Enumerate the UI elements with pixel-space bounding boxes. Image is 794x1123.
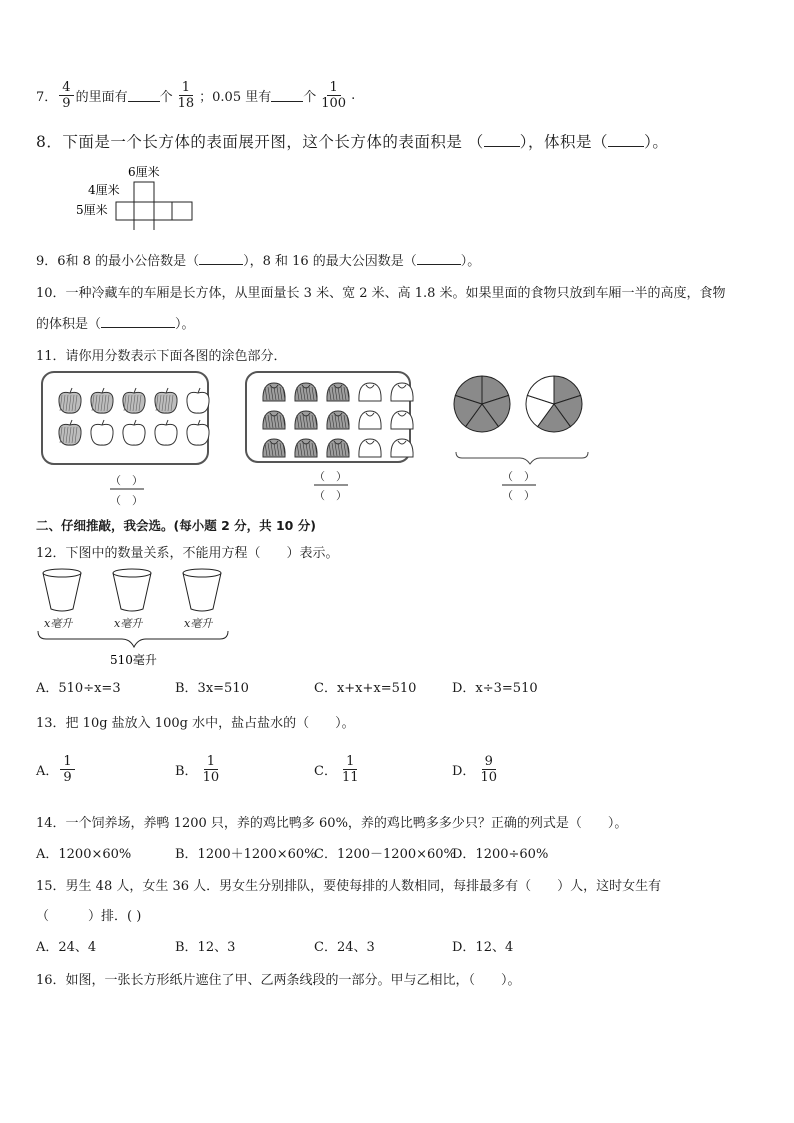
q7-text: 个 (159, 90, 173, 105)
cups-brace (38, 631, 228, 647)
label-5cm: 5厘米 (76, 203, 108, 217)
apple-grid (59, 388, 209, 445)
peach (391, 411, 413, 429)
section-2-heading: 二、仔细推敲，我会选。(每小题 2 分，共 10 分) (36, 518, 316, 533)
q15-option-a[interactable]: A．24、4 (36, 940, 97, 955)
apple (155, 420, 177, 445)
peach (391, 439, 413, 457)
question-8 (36, 130, 668, 152)
q7-fraction-1-100: $\frac{1}{100}$ (321, 80, 347, 111)
cup-label: x毫升 (184, 617, 213, 630)
question-10-line2 (36, 313, 195, 332)
peach (359, 439, 381, 457)
q8-blank-area[interactable] (484, 134, 520, 147)
apple-shaded (123, 388, 145, 413)
q7-blank-2[interactable] (271, 89, 303, 102)
peach-shaded (295, 411, 317, 429)
peach-shaded (327, 411, 349, 429)
peach-shaded (263, 439, 285, 457)
q7-text: 个 (303, 90, 317, 105)
q7-fraction-4-9: $\frac{4}{9}$ (59, 80, 73, 111)
q13-option-c[interactable] (314, 754, 364, 785)
apple-box (42, 372, 208, 464)
q10-blank[interactable] (101, 315, 175, 328)
q11-figures (30, 368, 600, 510)
apple-shaded (59, 420, 81, 445)
q14-option-b[interactable]: B．1200＋1200×60% (175, 847, 317, 862)
option-label: A． (36, 764, 59, 779)
apple (91, 420, 113, 445)
pie-brace (456, 452, 588, 464)
q8-text: ），体积是（ (519, 133, 609, 151)
peach-grid (263, 383, 413, 457)
question-13: 13．把 10g 盐放入 100g 水中，盐占盐水的（ ）。 (36, 716, 355, 731)
cup (43, 569, 81, 630)
option-label: C． (314, 764, 337, 779)
pie-chart (454, 376, 510, 432)
q7-number: 7． (36, 90, 58, 105)
cups-figure (36, 565, 236, 670)
q8-blank-volume[interactable] (608, 134, 644, 147)
question-9 (36, 250, 480, 269)
cup (183, 569, 221, 630)
q7-fraction-1-18: $\frac{1}{18}$ (177, 80, 195, 111)
question-7 (36, 80, 355, 111)
q12-option-a[interactable]: A．510÷x=3 (36, 681, 121, 696)
q12-option-b[interactable]: B．3x=510 (175, 681, 249, 696)
cuboid-net-figure (70, 160, 210, 230)
cup (113, 569, 151, 630)
q15-option-d[interactable]: D．12、4 (452, 940, 514, 955)
q9-text: 9．6和 8 的最小公倍数是（ (36, 254, 200, 269)
question-16: 16．如图，一张长方形纸片遮住了甲、乙两条线段的一部分。甲与乙相比，（ ）。 (36, 973, 521, 988)
option-label: B． (175, 764, 198, 779)
q9-blank-gcd[interactable] (417, 252, 461, 265)
fraction-1-9: $\frac{1}{9}$ (60, 754, 74, 785)
q8-text: ）。 (644, 133, 669, 151)
pie-chart (526, 376, 582, 432)
cups-total-label: 510毫升 (110, 653, 157, 667)
q13-option-a[interactable] (36, 754, 77, 785)
peach-answer-numerator[interactable]: （ ） (314, 470, 347, 483)
apple-shaded (155, 388, 177, 413)
peach-answer-denominator[interactable]: （ ） (314, 489, 347, 502)
question-14: 14．一个饲养场，养鸭 1200 只，养的鸡比鸭多 60%，养的鸡比鸭多多少只？正确的列式是（ ）。 (36, 816, 628, 831)
peach (391, 383, 413, 401)
apple-answer-denominator[interactable]: （ ） (110, 494, 143, 507)
label-4cm: 4厘米 (88, 183, 120, 197)
fraction-1-11: $\frac{1}{11}$ (341, 754, 359, 785)
q9-text: ），8 和 16 的最大公因数是（ (243, 254, 417, 269)
q8-text: 8．下面是一个长方体的表面展开图，这个长方体的表面积是 （ (36, 133, 484, 151)
cup-label: x毫升 (114, 617, 143, 630)
apple-shaded (59, 388, 81, 413)
q9-text: ）。 (460, 254, 481, 269)
q7-text: ；0.05 里有 (199, 90, 272, 105)
apple-shaded (91, 388, 113, 413)
apple-answer-numerator[interactable]: （ ） (110, 474, 143, 487)
question-10-line1: 10．一种冷藏车的车厢是长方体，从里面量长 3 米、宽 2 米、高 1.8 米。如果里面的食物只放到车厢一半的高度，食物 (36, 286, 726, 301)
label-6cm: 6厘米 (128, 165, 160, 179)
q14-option-d[interactable]: D．1200÷60% (452, 847, 549, 862)
cup-label: x毫升 (44, 617, 73, 630)
question-12: 12．下图中的数量关系，不能用方程（ ）表示。 (36, 546, 339, 561)
q13-option-d[interactable] (452, 754, 502, 785)
pie-answer-denominator[interactable]: （ ） (502, 489, 535, 502)
q15-option-c[interactable]: C．24、3 (314, 940, 375, 955)
pie-pair (454, 376, 582, 432)
pie-answer-numerator[interactable]: （ ） (502, 470, 535, 483)
q14-option-a[interactable]: A．1200×60% (36, 847, 132, 862)
q9-blank-lcm[interactable] (199, 252, 243, 265)
peach (359, 411, 381, 429)
option-label: D． (452, 764, 476, 779)
fraction-9-10: $\frac{9}{10}$ (480, 754, 497, 785)
peach-shaded (295, 383, 317, 401)
q15-option-b[interactable]: B．12、3 (175, 940, 236, 955)
apple (187, 420, 209, 445)
question-15-line1: 15．男生 48 人，女生 36 人．男女生分别排队，要使每排的人数相同，每排最多有（ ）人，这时女生有 (36, 879, 662, 894)
q7-text: . (351, 88, 356, 103)
peach-shaded (263, 383, 285, 401)
fraction-1-10: $\frac{1}{10}$ (202, 754, 220, 785)
peach-shaded (327, 439, 349, 457)
q7-blank-1[interactable] (128, 89, 160, 102)
question-15-line2: （ ）排．( ) (36, 909, 142, 924)
q10-text: 的体积是（ (36, 317, 102, 332)
q13-option-b[interactable] (175, 754, 224, 785)
q12-option-c[interactable]: C．x+x+x=510 (314, 681, 417, 696)
q14-option-c[interactable]: C．1200－1200×60% (314, 847, 456, 862)
question-11: 11．请你用分数表示下面各图的涂色部分． (36, 349, 287, 364)
peach-shaded (263, 411, 285, 429)
peach (359, 383, 381, 401)
apple (187, 388, 209, 413)
q12-option-d[interactable]: D．x÷3=510 (452, 681, 538, 696)
peach-shaded (295, 439, 317, 457)
net-squares (116, 182, 192, 230)
q10-text: ）。 (175, 317, 195, 332)
peach-shaded (327, 383, 349, 401)
q7-text: 的里面有 (75, 90, 128, 105)
apple (123, 420, 145, 445)
